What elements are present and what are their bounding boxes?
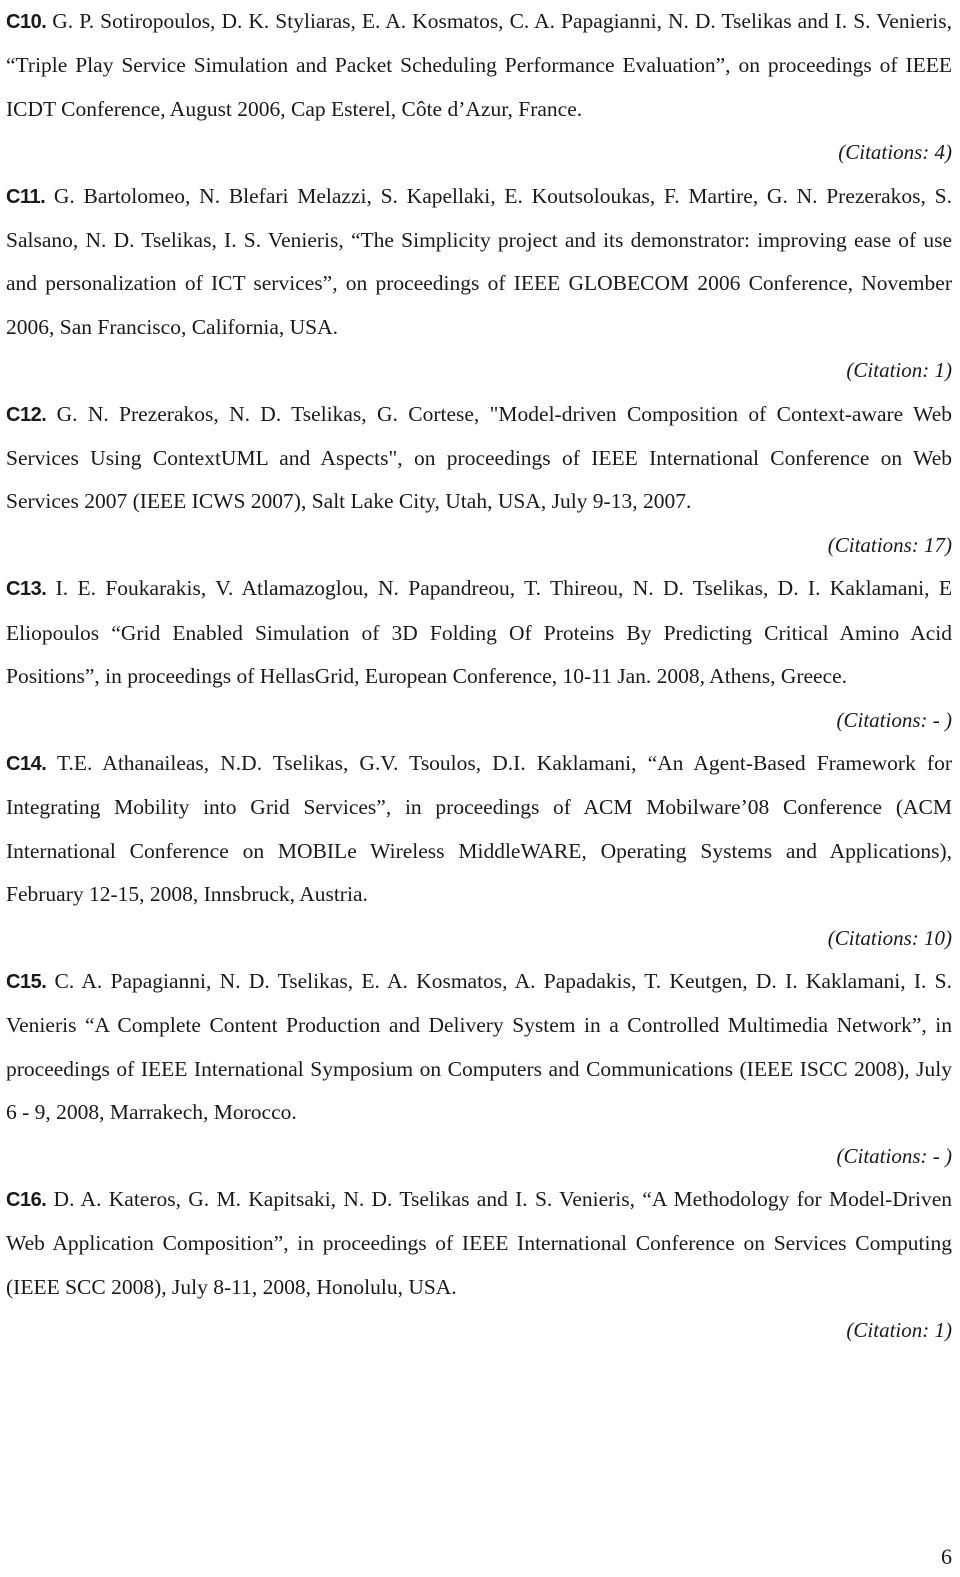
reference-id: C14. bbox=[6, 752, 47, 775]
reference-entry bbox=[6, 1178, 952, 1309]
reference-id: C15. bbox=[6, 970, 47, 993]
page-number: 6 bbox=[941, 1544, 952, 1569]
citation-count: (Citations: 17) bbox=[827, 532, 952, 557]
citation-count: (Citations: - ) bbox=[836, 707, 952, 732]
reference-text: T.E. Athanaileas, N.D. Tselikas, G.V. Tsoulos, D.I. Kaklamani, “An Agent-Based Framework for Integrating Mobility into Grid Services”, in proceedings of ACM Mobilware’08 Conference (ACM International Conference on MOBILe Wireless MiddleWARE, Operating Systems and Applications), February 12-15, 2008, Innsbruck, Austria. bbox=[6, 750, 952, 907]
reference-id: C10. bbox=[6, 11, 47, 33]
reference-entry bbox=[6, 742, 952, 917]
reference-entry bbox=[6, 175, 952, 350]
reference-id: C11. bbox=[6, 185, 46, 208]
citation-count: (Citation: 1) bbox=[846, 1318, 952, 1343]
reference-text: I. E. Foukarakis, V. Atlamazoglou, N. Papandreou, T. Thireou, N. D. Tselikas, D. I. Kaklamani, E Eliopoulos “Grid Enabled Simulation of 3D Folding Of Proteins By Predicting Critical Amino Acid Positions”, in proceedings of HellasGrid, European Conference, 10-11 Jan. 2008, Athens, Greece. bbox=[6, 576, 952, 689]
citation-count: (Citation: 1) bbox=[846, 358, 952, 383]
reference-id: C13. bbox=[6, 578, 47, 601]
reference-text: G. P. Sotiropoulos, D. K. Styliaras, E. A. Kosmatos, C. A. Papagianni, N. D. Tselikas and I. S. Venieris, “Triple Play Service Simulation and Packet Scheduling Performance Evaluation”, on proceedings of IEEE ICDT Conference, August 2006, Cap Esterel, Côte d’Azur, France. bbox=[6, 9, 952, 121]
reference-entry bbox=[6, 567, 952, 698]
citation-count: (Citations: 4) bbox=[838, 140, 952, 165]
citation-count: (Citations: - ) bbox=[836, 1143, 952, 1168]
citation-count: (Citations: 10) bbox=[827, 925, 952, 950]
reference-text: D. A. Kateros, G. M. Kapitsaki, N. D. Tselikas and I. S. Venieris, “A Methodology for Model-Driven Web Application Composition”, in proceedings of IEEE International Conference on Services Computing (IEEE SCC 2008), July 8-11, 2008, Honolulu, USA. bbox=[6, 1186, 952, 1299]
reference-text: G. Bartolomeo, N. Blefari Melazzi, S. Kapellaki, E. Koutsoloukas, F. Martire, G. N. Prezerakos, S. Salsano, N. D. Tselikas, I. S. Venieris, “The Simplicity project and its demonstrator: improving ease of use and personalization of ICT services”, on proceedings of IEEE GLOBECOM 2006 Conference, November 2006, San Francisco, California, USA. bbox=[6, 183, 952, 339]
publication-list bbox=[6, 0, 952, 1353]
reference-text: G. N. Prezerakos, N. D. Tselikas, G. Cortese, "Model-driven Composition of Context-aware Web Services Using ContextUML and Aspects", on proceedings of IEEE International Conference on Web Services 2007 (IEEE ICWS 2007), Salt Lake City, Utah, USA, July 9-13, 2007. bbox=[6, 401, 952, 514]
reference-id: C16. bbox=[6, 1188, 47, 1211]
reference-id: C12. bbox=[6, 403, 47, 426]
reference-text: C. A. Papagianni, N. D. Tselikas, E. A. Kosmatos, A. Papadakis, T. Keutgen, D. I. Kaklamani, I. S. Venieris “A Complete Content Production and Delivery System in a Controlled Multimedia Network”, in proceedings of IEEE International Symposium on Computers and Communications (IEEE ISCC 2008), July 6 - 9, 2008, Marrakech, Morocco. bbox=[6, 968, 952, 1125]
reference-entry bbox=[6, 0, 952, 131]
reference-entry bbox=[6, 393, 952, 524]
reference-entry bbox=[6, 960, 952, 1135]
